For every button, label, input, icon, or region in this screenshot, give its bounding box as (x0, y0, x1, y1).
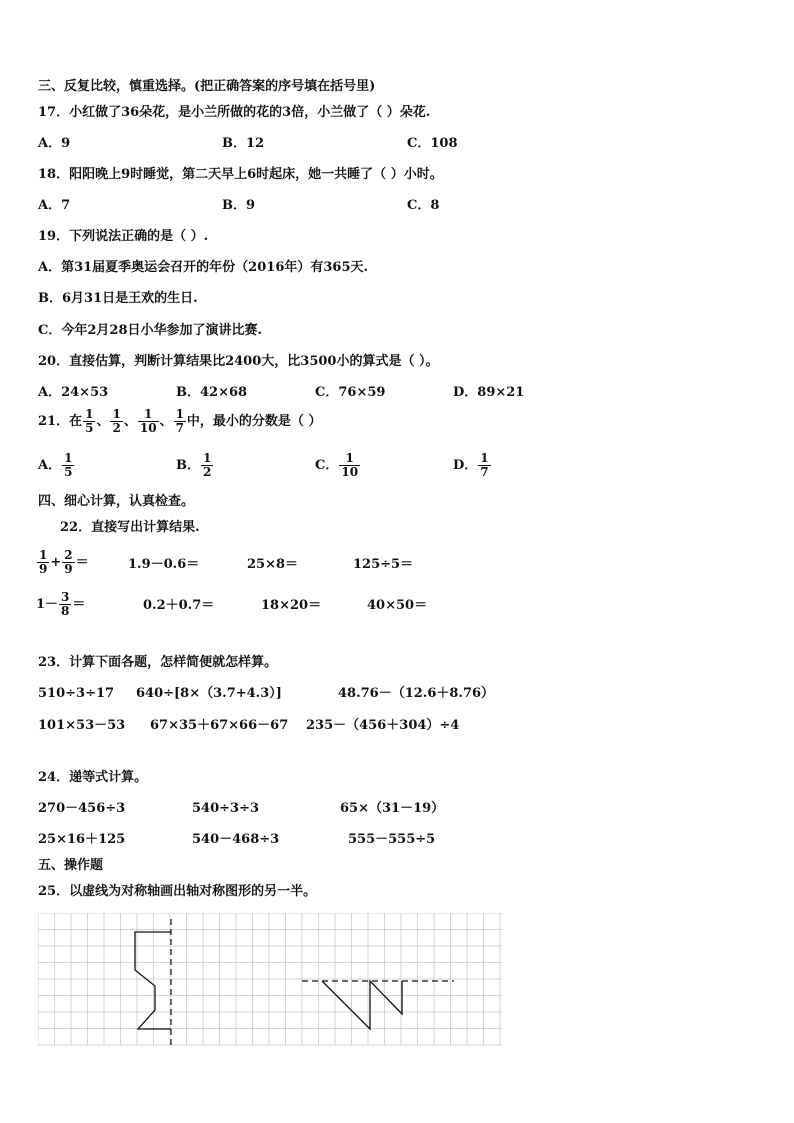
q19-option-a: A．第31届夏季奥运会召开的年份（2016年）有365天. (38, 260, 369, 275)
q20-option-c: C．76×59 (315, 385, 386, 400)
q24-expr-1: 270－456÷3 (38, 801, 126, 816)
q22-expr-3: 25×8＝ (247, 557, 299, 572)
q21-option-a: A． $\frac{1}{5}$ (38, 451, 73, 479)
q23-expr-5: 67×35＋67×66－67 (150, 718, 289, 733)
section-5-title: 五、操作题 (38, 858, 104, 873)
q21-option-c: C． $\frac{1}{10}$ (315, 451, 359, 479)
question-18-stem: 18．阳阳晚上9时睡觉，第二天早上6时起床，她一共睡了（ ）小时。 (38, 167, 443, 182)
q22-expr-8: 40×50＝ (367, 598, 428, 613)
q21-pre: 21．在 (38, 413, 83, 429)
section-3-title: 三、反复比较，慎重选择。(把正确答案的序号填在括号里) (38, 79, 376, 94)
q21-option-d: D． $\frac{1}{7}$ (453, 451, 489, 479)
symmetry-grid (38, 913, 504, 1047)
question-24-stem: 24．递等式计算。 (38, 770, 148, 785)
question-23-stem: 23．计算下面各题，怎样简便就怎样算。 (38, 655, 278, 670)
q22-expr-1: $\frac{1}{9}$ + $\frac{2}{9}$ ＝ (39, 548, 89, 576)
question-22-stem: 22．直接写出计算结果. (60, 520, 200, 535)
q22-expr-2: 1.9－0.6＝ (128, 557, 200, 572)
q17-option-c: C．108 (407, 136, 458, 151)
q20-option-d: D．89×21 (453, 385, 525, 400)
question-25-stem: 25．以虚线为对称轴画出轴对称图形的另一半。 (38, 884, 317, 899)
q23-expr-2: 640÷[8×（3.7+4.3）] (136, 686, 282, 701)
q22-expr-6: 0.2＋0.7＝ (143, 598, 215, 613)
q20-option-b: B．42×68 (176, 385, 248, 400)
q24-expr-6: 555－555÷5 (348, 832, 436, 847)
q21-fraction-3: $\frac{1}{10}$ (139, 407, 157, 435)
q18-option-a: A．7 (38, 198, 71, 213)
q22-expr-7: 18×20＝ (261, 598, 322, 613)
right-half-shape (322, 981, 402, 1029)
grid-lines (38, 913, 502, 1045)
q23-expr-6: 235－（456＋304）÷4 (306, 718, 460, 733)
q21-option-b: B． $\frac{1}{2}$ (176, 451, 212, 479)
q17-option-b: B．12 (222, 136, 265, 151)
q24-expr-3: 65×（31－19） (340, 801, 445, 816)
left-figure (135, 919, 171, 1047)
q23-expr-3: 48.76－（12.6＋8.76） (338, 686, 495, 701)
question-20-stem: 20．直接估算，判断计算结果比2400大，比3500小的算式是（ ）。 (38, 354, 439, 369)
q24-expr-5: 540－468÷3 (192, 832, 280, 847)
q17-option-a: A．9 (38, 136, 71, 151)
right-figure (302, 981, 454, 1029)
q21-fraction-2: $\frac{1}{2}$ (112, 407, 121, 435)
question-17-stem: 17．小红做了36朵花，是小兰所做的花的3倍，小兰做了（ ）朵花. (38, 105, 431, 120)
q18-option-b: B．9 (222, 198, 256, 213)
left-half-shape (135, 932, 171, 1029)
q19-option-c: C．今年2月28日小华参加了演讲比赛. (38, 323, 263, 338)
question-21-stem: 21．在 $\frac{1}{5}$ 、 $\frac{1}{2}$ 、 $\frac{1}{10}$ 、 $\frac{1}{7}$ 中，最小的分数是（ ） (38, 407, 322, 435)
question-19-stem: 19．下列说法正确的是（ ）. (38, 229, 209, 244)
q22-expr-4: 125÷5＝ (353, 557, 414, 572)
q22-expr-5: 1－ $\frac{3}{8}$ ＝ (36, 590, 86, 618)
q19-option-b: B．6月31日是王欢的生日. (38, 291, 198, 306)
q24-expr-4: 25×16＋125 (38, 832, 126, 847)
q24-expr-2: 540÷3÷3 (192, 801, 260, 816)
q21-post: 中，最小的分数是（ ） (186, 413, 322, 429)
q21-fraction-4: $\frac{1}{7}$ (175, 407, 184, 435)
q21-fraction-1: $\frac{1}{5}$ (85, 407, 94, 435)
q23-expr-4: 101×53－53 (38, 718, 126, 733)
q18-option-c: C．8 (407, 198, 440, 213)
q23-expr-1: 510÷3÷17 (38, 686, 115, 701)
q20-option-a: A．24×53 (38, 385, 109, 400)
section-4-title: 四、细心计算，认真检查。 (38, 494, 195, 509)
